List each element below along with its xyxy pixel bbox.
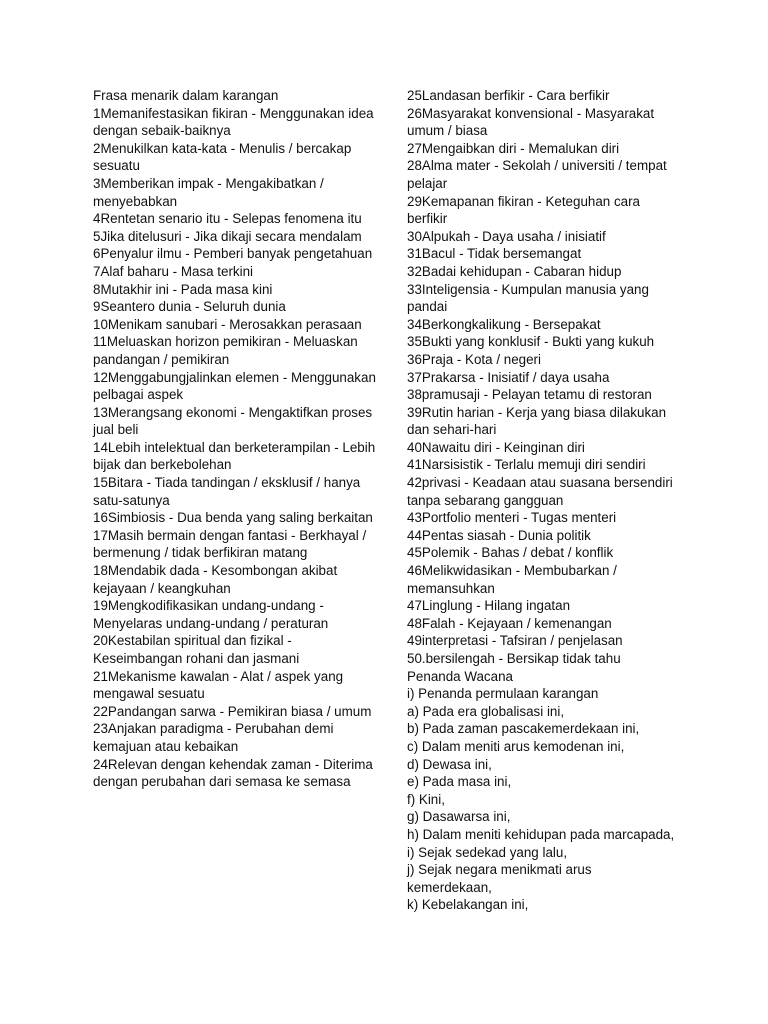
text-line: 20Kestabilan spiritual dan fizikal - Keseimbangan rohani dan jasmani — [93, 633, 300, 666]
text-line: 10Menikam sanubari - Merosakkan perasaan — [93, 316, 362, 332]
text-line: 50.bersilengah - Bersikap tidak tahu — [407, 651, 621, 666]
text-line: 11Meluaskan horizon pemikiran - Meluaskan pandangan / pemikiran — [93, 334, 358, 367]
text-line: 22Pandangan sarwa - Pemikiran biasa / umum — [93, 703, 372, 719]
text-line: b) Pada zaman pascakemerdekaan ini, — [407, 721, 640, 737]
text-line: 49interpretasi - Tafsiran / penjelasan — [407, 633, 623, 649]
text-line: 1Memanifestasikan fikiran - Menggunakan idea dengan sebaik-baiknya — [93, 105, 374, 139]
text-line: 18Mendabik dada - Kesombongan akibat kejayaan / keangkuhan — [93, 563, 338, 596]
text-line: a) Pada era globalisasi ini, — [407, 703, 565, 719]
text-line: k) Kebelakangan ini, — [407, 897, 529, 913]
text-line: 4Rentetan senario itu - Selepas fenomena itu — [93, 211, 362, 227]
text-line: 41Narsisistik - Terlalu memuji diri sendiri — [407, 457, 646, 473]
text-line: 7Alaf baharu - Masa terkini — [93, 263, 254, 279]
text-line: 39Rutin harian - Kerja yang biasa dilakukan dan sehari-hari — [407, 404, 667, 438]
text-line: 30Alpukah - Daya usaha / inisiatif — [407, 228, 606, 244]
text-line: 21Mekanisme kawalan - Alat / aspek yang mengawal sesuatu — [93, 668, 344, 702]
text-line: 19Mengkodifikasikan undang-undang - Menyelaras undang-undang / peraturan — [93, 598, 329, 631]
text-line: 45Polemik - Bahas / debat / konflik — [407, 545, 614, 561]
text-line: 38pramusaji - Pelayan tetamu di restoran — [407, 387, 652, 403]
text-line: 26Masyarakat konvensional - Masyarakat umum / biasa — [407, 105, 655, 139]
text-line: 13Merangsang ekonomi - Mengaktifkan proses jual beli — [93, 404, 373, 438]
text-line: 2Menukilkan kata-kata - Menulis / bercakap sesuatu — [93, 140, 352, 174]
text-line: 37Prakarsa - Inisiatif / daya usaha — [407, 369, 610, 385]
text-line: 17Masih bermain dengan fantasi - Berkhayal / bermenung / tidak berfikiran matang — [93, 527, 367, 561]
text-line: 6Penyalur ilmu - Pemberi banyak pengetahuan — [93, 246, 373, 262]
text-line: 46Melikwidasikan - Membubarkan / memansuhkan — [407, 563, 617, 596]
text-line: 23Anjakan paradigma - Perubahan demi kemajuan atau kebaikan — [93, 721, 334, 754]
text-line: 48Falah - Kejayaan / kemenangan — [407, 615, 612, 631]
text-line: 47Linglung - Hilang ingatan — [407, 598, 571, 614]
text-line: 16Simbiosis - Dua benda yang saling berkaitan — [93, 510, 373, 526]
text-line: f) Kini, — [407, 791, 445, 807]
text-line: 12Menggabungjalinkan elemen - Menggunakan pelbagai aspek — [93, 369, 376, 403]
text-line: i) Sejak sedekad yang lalu, — [407, 844, 568, 860]
text-line: 44Pentas siasah - Dunia politik — [407, 527, 591, 543]
text-line: 3Memberikan impak - Mengakibatkan / menyebabkan — [93, 175, 324, 209]
right-column — [407, 87, 679, 914]
text-line: h) Dalam meniti kehidupan pada marcapada, — [407, 826, 675, 842]
text-line: 25Landasan berfikir - Cara berfikir — [407, 88, 610, 103]
text-line: 9Seantero dunia - Seluruh dunia — [93, 299, 286, 315]
text-line: 32Badai kehidupan - Cabaran hidup — [407, 263, 622, 279]
text-line: i) Penanda permulaan karangan — [407, 686, 599, 702]
text-line: 31Bacul - Tidak bersemangat — [407, 246, 582, 262]
text-line: 29Kemapanan fikiran - Keteguhan cara berfikir — [407, 193, 641, 227]
text-line: 43Portfolio menteri - Tugas menteri — [407, 510, 617, 526]
text-line: 15Bitara - Tiada tandingan / eksklusif / hanya satu-satunya — [93, 475, 361, 508]
text-line: d) Dewasa ini, — [407, 756, 492, 772]
text-line: Frasa menarik dalam karangan — [93, 88, 279, 103]
text-line: 28Alma mater - Sekolah / universiti / tempat pelajar — [407, 158, 667, 191]
text-line: Penanda Wacana — [407, 668, 513, 684]
text-line: 35Bukti yang konklusif - Bukti yang kukuh — [407, 334, 655, 350]
text-line: e) Pada masa ini, — [407, 774, 512, 790]
text-line: 34Berkongkalikung - Bersepakat — [407, 316, 601, 332]
text-line: 8Mutakhir ini - Pada masa kini — [93, 281, 273, 297]
text-line: j) Sejak negara menikmati arus kemerdekaan, — [407, 862, 592, 895]
text-line: c) Dalam meniti arus kemodenan ini, — [407, 738, 625, 754]
left-column — [93, 87, 383, 791]
text-line: 42privasi - Keadaan atau suasana bersendiri tanpa sebarang gangguan — [407, 475, 673, 508]
text-line: g) Dasawarsa ini, — [407, 809, 511, 825]
text-line: 5Jika ditelusuri - Jika dikaji secara mendalam — [93, 228, 362, 244]
text-line: 27Mengaibkan diri - Memalukan diri — [407, 140, 620, 156]
text-line: 14Lebih intelektual dan berketerampilan - Lebih bijak dan berkebolehan — [93, 439, 376, 473]
text-line: 24Relevan dengan kehendak zaman - Diterima dengan perubahan dari semasa ke semasa — [93, 756, 373, 790]
text-line: 33Inteligensia - Kumpulan manusia yang pandai — [407, 281, 649, 315]
text-line: 36Praja - Kota / negeri — [407, 351, 541, 367]
text-line: 40Nawaitu diri - Keinginan diri — [407, 439, 585, 455]
